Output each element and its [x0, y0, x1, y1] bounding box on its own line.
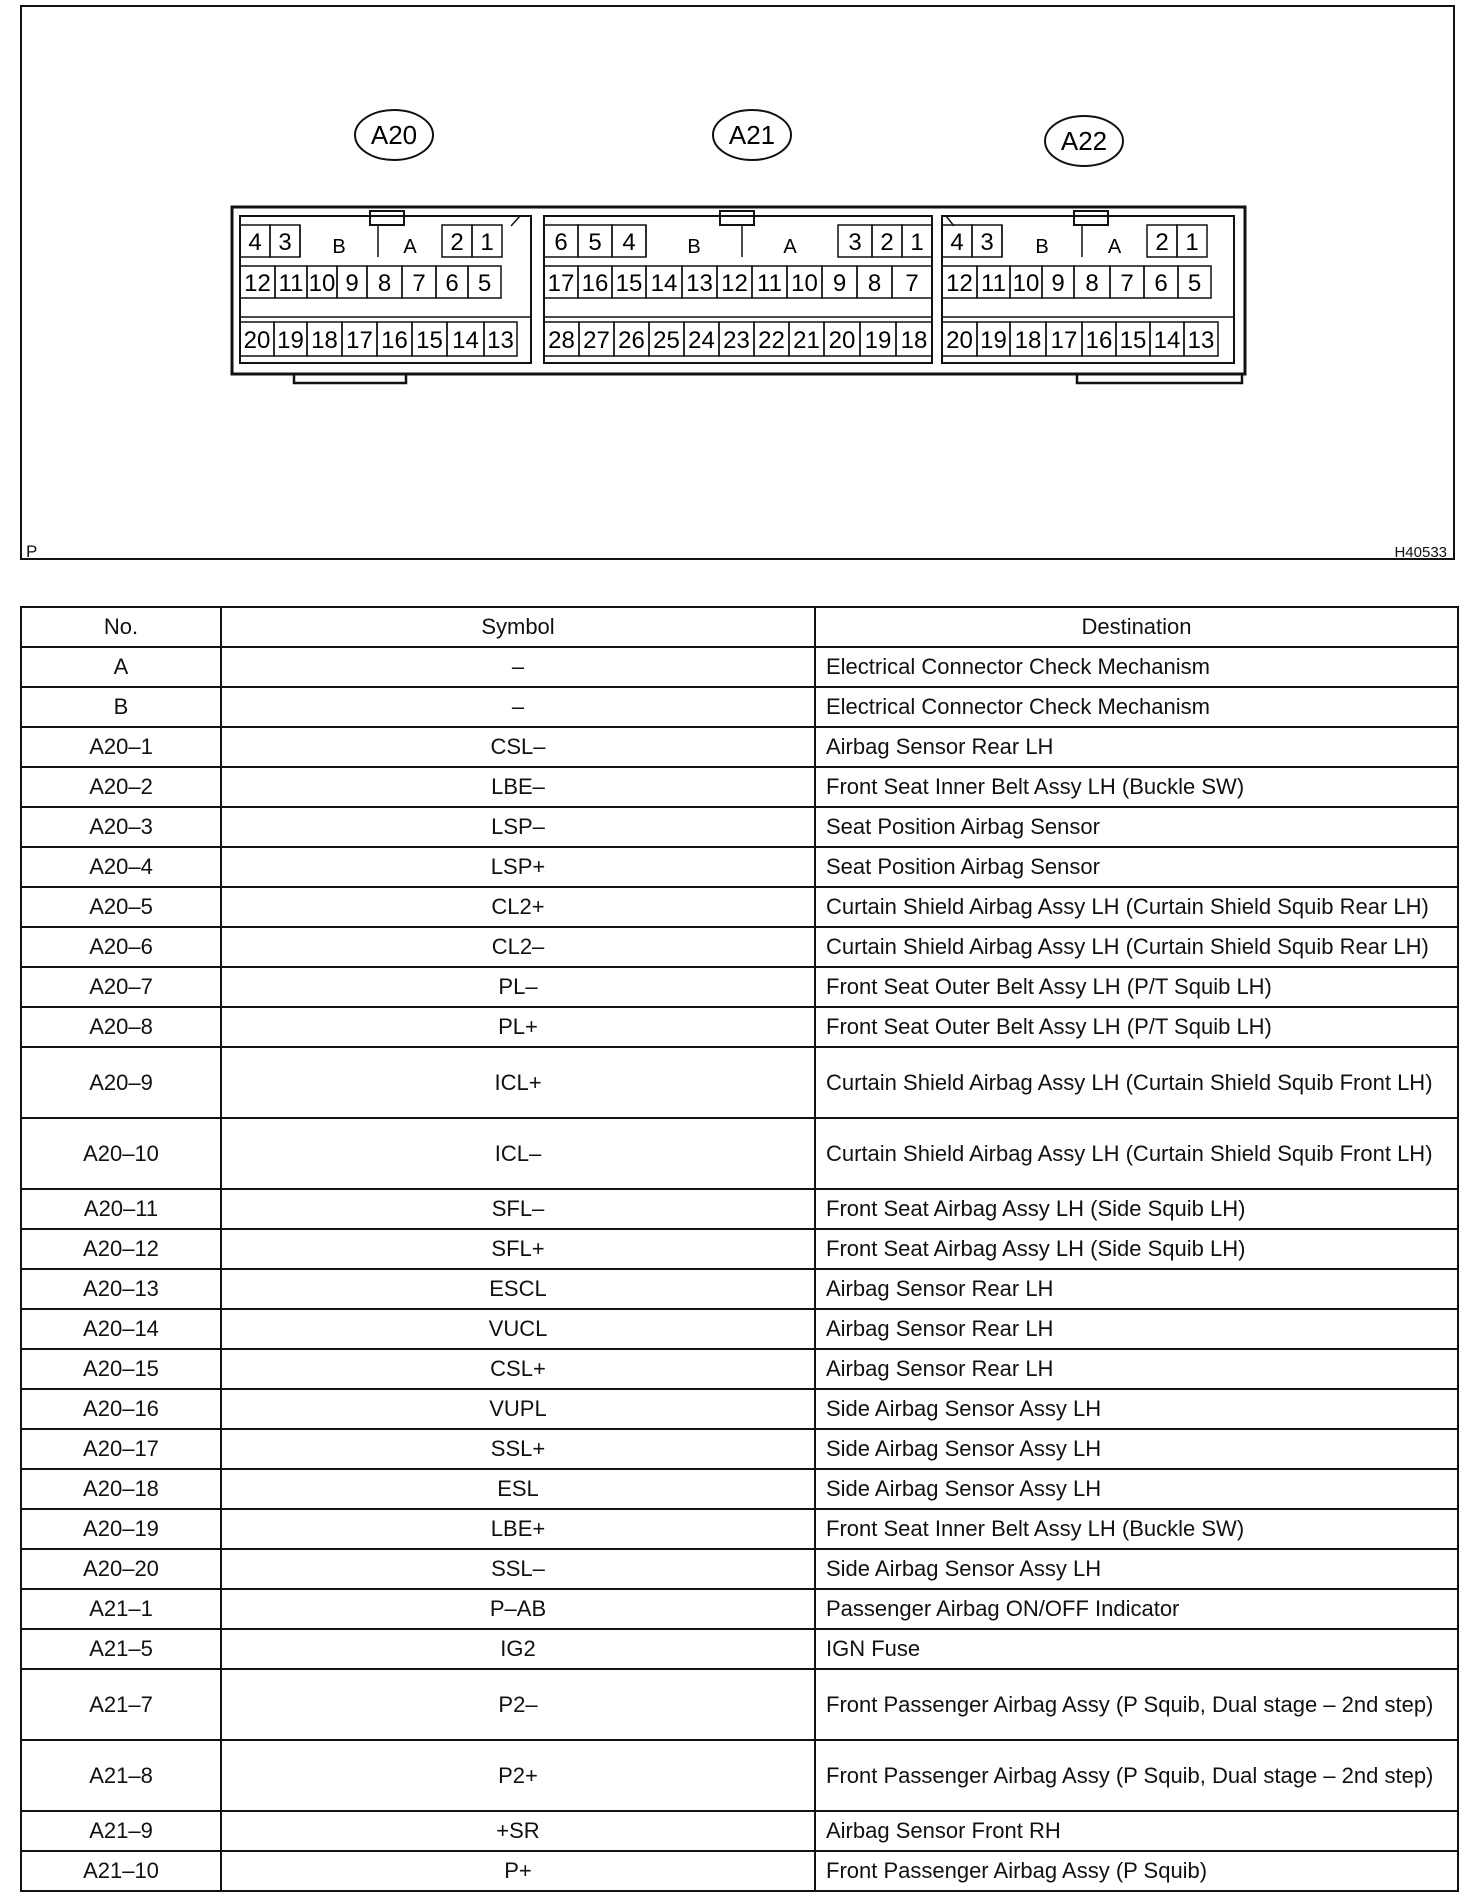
table-row	[21, 1589, 1458, 1629]
cell-no: A20–11	[21, 1189, 221, 1229]
pin-cell	[902, 225, 932, 257]
pin-cell	[822, 266, 857, 298]
pin-cell	[337, 266, 367, 298]
pin-cell	[872, 225, 902, 257]
cell-destination: Side Airbag Sensor Assy LH	[815, 1389, 1458, 1429]
cell-symbol: CSL–	[221, 727, 815, 767]
pin-cell	[1144, 266, 1178, 298]
cell-no: A20–5	[21, 887, 221, 927]
pin-label: 15	[1119, 327, 1147, 354]
connector-a22-label: A22	[1060, 126, 1108, 156]
pin-label: 12	[946, 270, 973, 297]
cell-symbol: P2–	[221, 1669, 815, 1740]
pin-label: B	[687, 236, 701, 258]
pin-cell	[857, 266, 892, 298]
connector-drawing	[22, 7, 1453, 558]
pin-label: 18	[311, 327, 338, 354]
cell-destination: Airbag Sensor Rear LH	[815, 1269, 1458, 1309]
connector-diagram	[20, 5, 1455, 560]
cell-symbol: PL+	[221, 1007, 815, 1047]
pin-cell	[1184, 322, 1218, 356]
pin-cell	[578, 266, 612, 298]
pin-cell	[742, 225, 797, 258]
pin-label: 16	[1085, 327, 1113, 354]
pin-label: 5	[588, 229, 602, 256]
pin-label: 17	[346, 327, 373, 354]
pin-label: 19	[277, 327, 304, 354]
pin-label: 5	[1187, 270, 1202, 297]
pin-label: 13	[686, 270, 713, 297]
cell-destination: Front Seat Inner Belt Assy LH (Buckle SW)	[815, 1509, 1458, 1549]
connector-a21	[544, 110, 932, 363]
pin-cell	[240, 225, 270, 257]
cell-symbol: P–AB	[221, 1589, 815, 1629]
cell-destination: Passenger Airbag ON/OFF Indicator	[815, 1589, 1458, 1629]
pin-cell	[544, 322, 579, 356]
header-symbol: Symbol	[221, 607, 815, 647]
pin-cell	[787, 266, 822, 298]
pin-cell	[682, 266, 717, 298]
pin-cell	[367, 266, 402, 298]
pin-label: 9	[1051, 270, 1065, 297]
cell-symbol: –	[221, 647, 815, 687]
cell-symbol: ESCL	[221, 1269, 815, 1309]
connector-a20	[240, 110, 531, 363]
pin-label: 11	[757, 270, 782, 297]
pin-cell	[942, 322, 977, 356]
pin-label: 18	[900, 327, 928, 354]
cell-no: A	[21, 647, 221, 687]
pin-cell	[1042, 266, 1074, 298]
table-row	[21, 727, 1458, 767]
table-body	[21, 647, 1458, 1891]
pin-cell	[1082, 225, 1122, 258]
pin-label: 19	[980, 327, 1007, 354]
pin-label: 28	[548, 327, 575, 354]
pin-label: 2	[880, 229, 894, 256]
pin-cell	[1177, 225, 1207, 257]
pin-cell	[1074, 266, 1110, 298]
pin-label: 11	[981, 270, 1006, 297]
pin-cell	[972, 225, 1002, 257]
cell-no: A20–13	[21, 1269, 221, 1309]
pin-cell	[612, 266, 646, 298]
cell-no: A20–3	[21, 807, 221, 847]
pin-label: 13	[487, 327, 514, 354]
pin-label: 16	[381, 327, 408, 354]
cell-destination: Curtain Shield Airbag Assy LH (Curtain Shield Squib Front LH)	[815, 1118, 1458, 1189]
header-destination: Destination	[815, 607, 1458, 647]
table-row	[21, 1469, 1458, 1509]
cell-no: A21–7	[21, 1669, 221, 1740]
pin-cell	[468, 266, 501, 298]
pin-label: 10	[1012, 270, 1040, 297]
table-row	[21, 927, 1458, 967]
pin-label: 9	[832, 270, 847, 297]
pin-cell	[977, 322, 1010, 356]
pin-cell	[307, 322, 342, 356]
cell-symbol: ICL+	[221, 1047, 815, 1118]
pin-cell	[977, 266, 1010, 298]
pin-label: 3	[278, 229, 292, 256]
pin-label: 8	[867, 270, 882, 297]
cell-destination: Curtain Shield Airbag Assy LH (Curtain Shield Squib Rear LH)	[815, 887, 1458, 927]
cell-destination: Front Seat Inner Belt Assy LH (Buckle SW)	[815, 767, 1458, 807]
cell-destination: Side Airbag Sensor Assy LH	[815, 1549, 1458, 1589]
pin-cell	[646, 225, 701, 258]
pin-label: 1	[1185, 229, 1199, 256]
table-row	[21, 967, 1458, 1007]
cell-no: A20–6	[21, 927, 221, 967]
cell-destination: Front Seat Outer Belt Assy LH (P/T Squib LH)	[815, 967, 1458, 1007]
table-row	[21, 767, 1458, 807]
pin-label: 1	[910, 229, 924, 256]
pin-label: 23	[723, 327, 750, 354]
table-row	[21, 1229, 1458, 1269]
cell-no: A21–9	[21, 1811, 221, 1851]
table-row	[21, 1851, 1458, 1891]
pin-label: 17	[547, 270, 575, 297]
pin-cell	[754, 322, 789, 356]
cell-symbol: –	[221, 687, 815, 727]
cell-no: A21–10	[21, 1851, 221, 1891]
pin-label: 10	[791, 270, 818, 297]
table-row	[21, 1118, 1458, 1189]
cell-destination: Front Passenger Airbag Assy (P Squib, Dual stage – 2nd step)	[815, 1740, 1458, 1811]
pin-label: A	[1107, 236, 1122, 258]
cell-symbol: ESL	[221, 1469, 815, 1509]
table-row	[21, 1811, 1458, 1851]
pin-label: 4	[248, 229, 262, 256]
pin-label: 25	[653, 327, 680, 354]
cell-symbol: LBE–	[221, 767, 815, 807]
pin-label: 19	[864, 327, 892, 354]
pin-cell	[614, 322, 649, 356]
cell-no: A21–1	[21, 1589, 221, 1629]
pin-label: B	[1035, 236, 1049, 258]
pin-label: 18	[1014, 327, 1042, 354]
pin-cell	[1010, 266, 1042, 298]
pin-label: 5	[477, 270, 492, 297]
pin-cell	[578, 225, 612, 257]
table-row	[21, 1629, 1458, 1669]
pin-label: 6	[445, 270, 459, 297]
cell-destination: Airbag Sensor Front RH	[815, 1811, 1458, 1851]
cell-no: A20–7	[21, 967, 221, 1007]
cell-symbol: P+	[221, 1851, 815, 1891]
cell-destination: Side Airbag Sensor Assy LH	[815, 1469, 1458, 1509]
pin-cell	[860, 322, 896, 356]
pin-label: 3	[980, 229, 994, 256]
pin-cell	[646, 266, 682, 298]
pin-cell	[342, 322, 377, 356]
cell-no: A20–17	[21, 1429, 221, 1469]
pin-label: 16	[581, 270, 609, 297]
pin-cell	[436, 266, 468, 298]
table-row	[21, 887, 1458, 927]
figure-letter: P	[26, 542, 38, 561]
pin-cell	[275, 266, 307, 298]
pin-cell	[270, 225, 300, 257]
pin-cell	[896, 322, 932, 356]
pin-cell	[717, 266, 752, 298]
pin-label: 27	[583, 327, 610, 354]
cell-no: A20–9	[21, 1047, 221, 1118]
cell-no: A20–16	[21, 1389, 221, 1429]
pin-cell	[1082, 322, 1116, 356]
pin-cell	[1110, 266, 1144, 298]
pin-cell	[719, 322, 754, 356]
table-row	[21, 807, 1458, 847]
pin-cell	[789, 322, 824, 356]
pin-label: 12	[721, 270, 748, 297]
cell-destination: Side Airbag Sensor Assy LH	[815, 1429, 1458, 1469]
connector-a22	[942, 116, 1234, 363]
cell-no: A20–18	[21, 1469, 221, 1509]
pin-cell	[412, 322, 447, 356]
cell-symbol: LSP–	[221, 807, 815, 847]
cell-destination: Seat Position Airbag Sensor	[815, 847, 1458, 887]
pin-cell	[824, 322, 860, 356]
table-row	[21, 1269, 1458, 1309]
cell-symbol: LBE+	[221, 1509, 815, 1549]
cell-symbol: CSL+	[221, 1349, 815, 1389]
pin-label: 14	[452, 327, 479, 354]
cell-destination: Seat Position Airbag Sensor	[815, 807, 1458, 847]
cell-symbol: ICL–	[221, 1118, 815, 1189]
cell-no: A20–10	[21, 1118, 221, 1189]
cell-destination: Front Passenger Airbag Assy (P Squib)	[815, 1851, 1458, 1891]
pin-label: 13	[1187, 327, 1215, 354]
cell-symbol: VUCL	[221, 1309, 815, 1349]
cell-symbol: SFL–	[221, 1189, 815, 1229]
pin-cell	[892, 266, 932, 298]
pin-label: 21	[793, 327, 820, 354]
cell-no: A21–5	[21, 1629, 221, 1669]
pin-label: A	[783, 236, 797, 258]
figure-code: H40533	[1394, 544, 1447, 561]
pin-cell	[447, 322, 484, 356]
pin-cell	[579, 322, 614, 356]
cell-destination: Electrical Connector Check Mechanism	[815, 687, 1458, 727]
pin-label: 10	[308, 270, 336, 297]
table-row	[21, 1309, 1458, 1349]
pin-cell	[240, 266, 275, 298]
pin-label: 12	[244, 270, 271, 297]
cell-symbol: PL–	[221, 967, 815, 1007]
pin-cell	[684, 322, 719, 356]
pin-label: A	[403, 236, 417, 258]
cell-symbol: LSP+	[221, 847, 815, 887]
pin-label: 7	[412, 270, 426, 297]
connector-a20-label: A20	[370, 120, 418, 150]
table-row	[21, 1349, 1458, 1389]
cell-destination: Airbag Sensor Rear LH	[815, 1349, 1458, 1389]
cell-destination: Front Seat Airbag Assy LH (Side Squib LH)	[815, 1229, 1458, 1269]
cell-destination: Front Passenger Airbag Assy (P Squib, Dual stage – 2nd step)	[815, 1669, 1458, 1740]
table-row	[21, 1740, 1458, 1811]
pin-label: 17	[1050, 327, 1078, 354]
pin-cell	[1150, 322, 1184, 356]
pin-label: 7	[1120, 270, 1134, 297]
pin-label: 14	[1153, 327, 1181, 354]
pin-label: 9	[345, 270, 359, 297]
table-row	[21, 1669, 1458, 1740]
pin-cell	[942, 225, 972, 257]
pin-label: 26	[618, 327, 645, 354]
cell-symbol: +SR	[221, 1811, 815, 1851]
pin-cell	[1010, 322, 1046, 356]
pin-label: 7	[905, 270, 919, 297]
pin-label: 4	[950, 229, 964, 256]
pin-label: 2	[1155, 229, 1169, 256]
table-row	[21, 1549, 1458, 1589]
pin-label: 1	[480, 229, 494, 256]
cell-no: A20–19	[21, 1509, 221, 1549]
cell-symbol: IG2	[221, 1629, 815, 1669]
pin-cell	[307, 266, 337, 298]
table-header-row	[21, 607, 1458, 647]
pin-cell	[649, 322, 684, 356]
pin-cell	[752, 266, 787, 298]
table-row	[21, 1047, 1458, 1118]
pin-label: 6	[554, 229, 568, 256]
cell-destination: Airbag Sensor Rear LH	[815, 727, 1458, 767]
cell-symbol: SSL+	[221, 1429, 815, 1469]
pin-label: 8	[377, 270, 392, 297]
table-row	[21, 1389, 1458, 1429]
cell-no: A20–14	[21, 1309, 221, 1349]
pin-cell	[1147, 225, 1177, 257]
pin-cell	[378, 225, 417, 258]
pin-cell	[274, 322, 307, 356]
pin-label: 6	[1154, 270, 1168, 297]
cell-no: B	[21, 687, 221, 727]
pin-label: 15	[416, 327, 443, 354]
table-row	[21, 1007, 1458, 1047]
table-row	[21, 1429, 1458, 1469]
table-row	[21, 1189, 1458, 1229]
pin-cell	[544, 266, 578, 298]
header-no: No.	[21, 607, 221, 647]
cell-destination: Electrical Connector Check Mechanism	[815, 647, 1458, 687]
pin-cell	[472, 225, 502, 257]
cell-no: A20–4	[21, 847, 221, 887]
pin-cell	[240, 322, 274, 356]
cell-symbol: P2+	[221, 1740, 815, 1811]
pin-cell	[942, 266, 977, 298]
connector-a21-label: A21	[728, 120, 776, 150]
table-row	[21, 847, 1458, 887]
pin-label: 24	[688, 327, 715, 354]
table-row	[21, 647, 1458, 687]
pin-cell	[377, 322, 412, 356]
cell-destination: IGN Fuse	[815, 1629, 1458, 1669]
cell-symbol: SSL–	[221, 1549, 815, 1589]
pin-label: 8	[1085, 270, 1099, 297]
cell-no: A20–15	[21, 1349, 221, 1389]
cell-symbol: CL2–	[221, 927, 815, 967]
pin-table	[20, 606, 1459, 1892]
cell-destination: Curtain Shield Airbag Assy LH (Curtain Shield Squib Rear LH)	[815, 927, 1458, 967]
pin-cell	[442, 225, 472, 257]
pin-label: 15	[615, 270, 643, 297]
pin-cell	[544, 225, 578, 257]
pin-cell	[1178, 266, 1211, 298]
cell-symbol: CL2+	[221, 887, 815, 927]
cell-destination: Curtain Shield Airbag Assy LH (Curtain Shield Squib Front LH)	[815, 1047, 1458, 1118]
pin-label: 20	[946, 327, 973, 354]
cell-no: A20–1	[21, 727, 221, 767]
pin-cell	[612, 225, 646, 257]
cell-destination: Front Seat Outer Belt Assy LH (P/T Squib LH)	[815, 1007, 1458, 1047]
table-row	[21, 687, 1458, 727]
pin-label: 11	[278, 270, 304, 297]
pin-cell	[484, 322, 517, 356]
cell-no: A20–2	[21, 767, 221, 807]
cell-symbol: SFL+	[221, 1229, 815, 1269]
pin-label: 4	[622, 229, 636, 256]
cell-destination: Airbag Sensor Rear LH	[815, 1309, 1458, 1349]
pin-label: B	[332, 236, 346, 258]
pin-cell	[402, 266, 436, 298]
table-row	[21, 1509, 1458, 1549]
pin-cell	[1116, 322, 1150, 356]
pin-label: 2	[450, 229, 464, 256]
pin-label: 3	[848, 229, 862, 256]
pin-label: 20	[828, 327, 856, 354]
pin-cell	[1046, 322, 1082, 356]
cell-symbol: VUPL	[221, 1389, 815, 1429]
pin-label: 14	[650, 270, 678, 297]
cell-destination: Front Seat Airbag Assy LH (Side Squib LH)	[815, 1189, 1458, 1229]
pin-label: 20	[243, 327, 271, 354]
cell-no: A20–20	[21, 1549, 221, 1589]
cell-no: A20–12	[21, 1229, 221, 1269]
pin-cell	[838, 225, 872, 257]
cell-no: A21–8	[21, 1740, 221, 1811]
pin-cell	[300, 225, 346, 258]
pin-label: 22	[758, 327, 785, 354]
cell-no: A20–8	[21, 1007, 221, 1047]
pin-cell	[1002, 225, 1049, 258]
